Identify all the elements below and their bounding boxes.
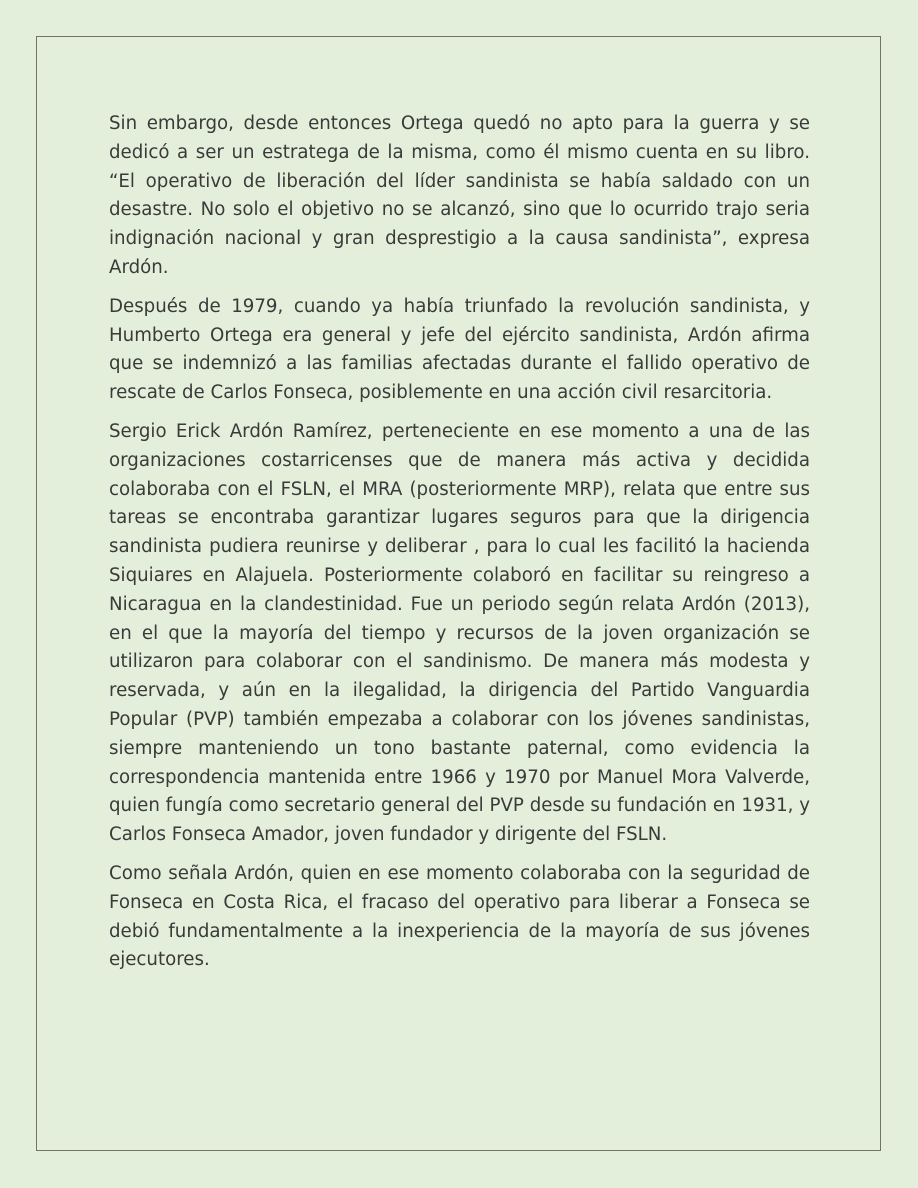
paragraph-1: Sin embargo, desde entonces Ortega quedó no apto para la guerra y se dedicó a ser un estratega de la misma, como él mismo cuenta en su libro. “El operativo de liberación del líder sandinista se había saldado con un desastre. No solo el objetivo no se alcanzó, sino que lo ocurrido trajo seria indignación nacional y gran desprestigio a la causa sandinista”, expresa Ardón. — [109, 113, 810, 278]
paragraph-3: Sergio Erick Ardón Ramírez, perteneciente en ese momento a una de las organizaciones costarricenses que de manera más activa y decidida colaboraba con el FSLN, el MRA (posteriormente MRP), relata que entre sus tareas se encontraba garantizar lugares seguros para que la dirigencia sandinista pudiera reunirse y deliberar , para lo cual les facilitó la hacienda Siquiares en Alajuela. Posteriormente colaboró en facilitar su reingreso a Nicaragua en la clandestinidad. Fue un periodo según relata Ardón (2013), en el que la mayoría del tiempo y recursos de la joven organización se utilizaron para colaborar con el sandinismo. De manera más modesta y reservada, y aún en la ilegalidad, la dirigencia del Partido Vanguardia Popular (PVP) también empezaba a colaborar con los jóvenes sandinistas, siempre manteniendo un tono bastante paternal, como evidencia la correspondencia mantenida entre 1966 y 1970 por Manuel Mora Valverde, quien fungía como secretario general del PVP desde su fundación en 1931, y Carlos Fonseca Amador, joven fundador y dirigente del FSLN. — [109, 420, 810, 846]
document-body — [109, 110, 810, 985]
paragraph-4: Como señala Ardón, quien en ese momento colaboraba con la seguridad de Fonseca en Costa Rica, el fracaso del operativo para liberar a Fonseca se debió fundamentalmente a la inexperiencia de la mayoría de sus jóvenes ejecutores. — [109, 862, 810, 971]
paragraph-2: Después de 1979, cuando ya había triunfado la revolución sandinista, y Humberto Ortega era general y jefe del ejército sandinista, Ardón afirma que se indemnizó a las familias afectadas durante el fallido operativo de rescate de Carlos Fonseca, posiblemente en una acción civil resarcitoria. — [109, 295, 810, 404]
